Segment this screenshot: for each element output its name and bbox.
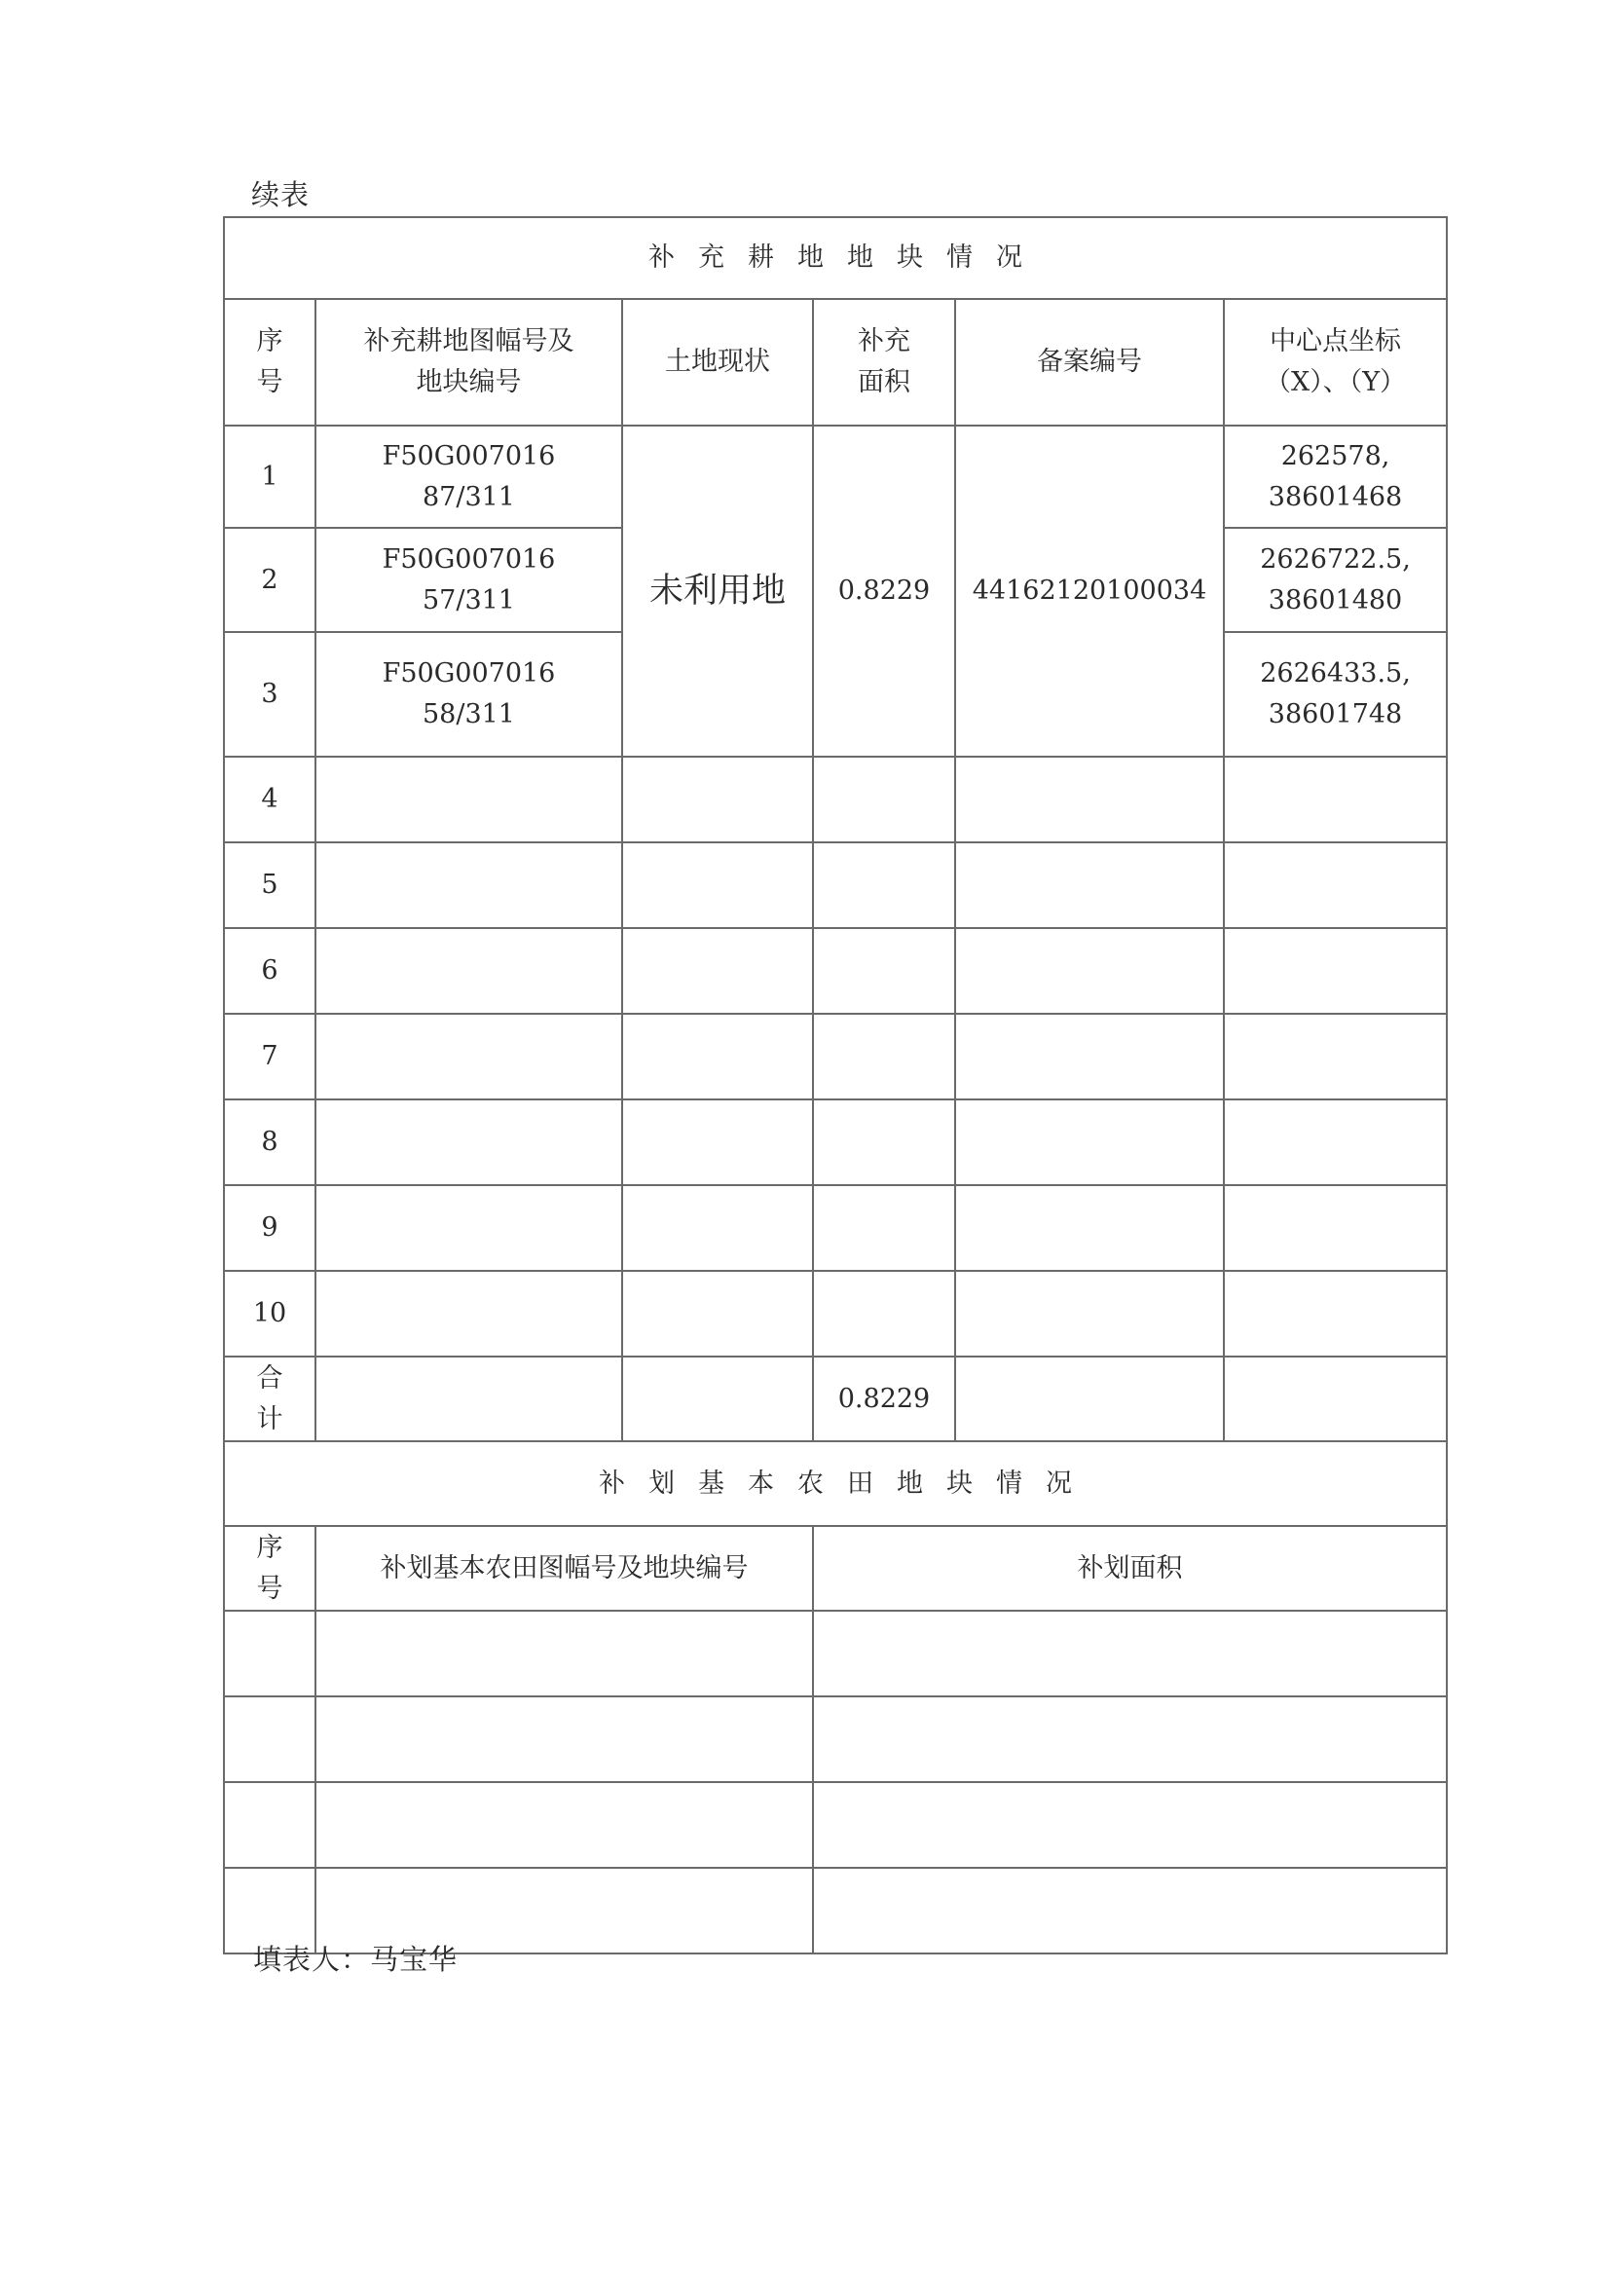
total-label: 合计 — [224, 1357, 315, 1441]
row-seq: 3 — [224, 632, 315, 757]
row-center-coords: 2626722.5, 38601480 — [1224, 528, 1447, 632]
row-seq: 9 — [224, 1185, 315, 1271]
caption-continued: 续表 — [251, 178, 311, 211]
total-row — [224, 1357, 1447, 1441]
land-status-value: 未利用地 — [622, 426, 813, 757]
row-seq: 6 — [224, 928, 315, 1014]
row-seq: 2 — [224, 528, 315, 632]
table-row — [224, 1099, 1447, 1185]
row-seq: 10 — [224, 1271, 315, 1357]
row-seq: 7 — [224, 1014, 315, 1099]
total-area: 0.8229 — [813, 1357, 955, 1441]
table-row — [224, 928, 1447, 1014]
land-parcel-table — [223, 216, 1448, 1954]
table-row — [224, 1185, 1447, 1271]
header-record-no: 备案编号 — [955, 299, 1224, 426]
header-seq: 序号 — [224, 299, 315, 426]
table-row — [224, 1782, 1447, 1868]
table-row — [224, 1271, 1447, 1357]
farmland-header-seq: 序号 — [224, 1526, 315, 1611]
header-area: 补充面积 — [813, 299, 955, 426]
row-map-no: F50G007016 87/311 — [315, 426, 622, 528]
row-map-no: F50G007016 57/311 — [315, 528, 622, 632]
row-seq: 4 — [224, 757, 315, 842]
farmland-section-title: 补划基本农田地块情况 — [224, 1441, 1447, 1526]
row-center-coords: 2626433.5, 38601748 — [1224, 632, 1447, 757]
farmland-header-area: 补划面积 — [813, 1526, 1447, 1611]
filled-by-label: 填表人：马宝华 — [253, 1943, 459, 1976]
header-center-coords: 中心点坐标（X）、（Y） — [1224, 299, 1447, 426]
cultivated-header-row — [224, 299, 1447, 426]
row-seq: 8 — [224, 1099, 315, 1185]
row-center-coords: 262578, 38601468 — [1224, 426, 1447, 528]
row-map-no: F50G007016 58/311 — [315, 632, 622, 757]
row-seq: 5 — [224, 842, 315, 928]
table-row — [224, 842, 1447, 928]
table-row — [224, 1611, 1447, 1696]
header-land-status: 土地现状 — [622, 299, 813, 426]
table-row — [224, 1696, 1447, 1782]
farmland-header-row — [224, 1526, 1447, 1611]
farmland-header-map-no: 补划基本农田图幅号及地块编号 — [315, 1526, 813, 1611]
record-no-value: 44162120100034 — [955, 426, 1224, 757]
table-row — [224, 757, 1447, 842]
row-seq: 1 — [224, 426, 315, 528]
area-value: 0.8229 — [813, 426, 955, 757]
table-row — [224, 426, 1447, 528]
header-map-no: 补充耕地图幅号及地块编号 — [315, 299, 622, 426]
table-row — [224, 1014, 1447, 1099]
cultivated-section-title: 补充耕地地块情况 — [224, 217, 1447, 299]
